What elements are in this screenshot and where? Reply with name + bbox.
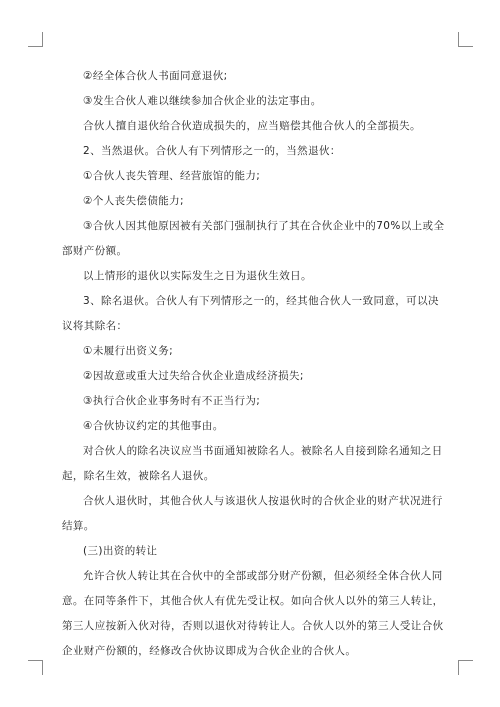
paragraph: 合伙人退伙时，其他合伙人与该退伙人按退伙时的合伙企业的财产状况进行结算。 [62,495,443,532]
crop-mark-bottom-right [458,660,473,675]
crop-mark-bottom-left [28,660,43,675]
paragraph: 以上情形的退伙以实际发生之日为退伙生效日。 [83,270,312,282]
paragraph: ④合伙协议约定的其他事由。 [83,420,224,432]
document-body [62,64,446,664]
paragraph: ①未履行出资义务; [83,345,174,357]
crop-mark-top-left [28,32,43,47]
crop-mark-top-right [458,32,473,47]
paragraph: ③合伙人因其他原因被有关部门强制执行了其在合伙企业中的70%以上或全部财产份额。 [62,220,445,257]
paragraph: 允许合伙人转让其在合伙中的全部或部分财产份额，但必须经全体合伙人同意。在同等条件下，其他合伙人有优先受让权。如向合伙人以外的第三人转让，第三人应按新入伙对待，否则以退伙对待转让人。合伙人以外的第三人受让合伙企业财产份额的，经修改合伙协议即成为合伙企业的合伙人。 [62,570,444,657]
paragraph: ③执行合伙企业事务时有不正当行为; [83,395,261,407]
section-heading: (三)出资的转让 [83,545,158,557]
paragraph: ②个人丧失偿债能力; [83,195,184,207]
paragraph: 2、当然退伙。合伙人有下列情形之一的，当然退伙： [83,145,341,157]
paragraph: ②经全体合伙人书面同意退伙; [83,70,228,82]
paragraph: ③发生合伙人难以继续参加合伙企业的法定事由。 [83,95,322,107]
paragraph: ①合伙人丧失管理、经营旅馆的能力; [83,170,261,182]
paragraph: 3、除名退伙。合伙人有下列情形之一的，经其他合伙人一致同意，可以决议将其除名： [62,295,439,332]
paragraph: 对合伙人的除名决议应当书面通知被除名人。被除名人自接到除名通知之日起，除名生效，被除名人退伙。 [62,445,443,482]
paragraph: 合伙人擅自退伙给合伙造成损失的，应当赔偿其他合伙人的全部损失。 [83,120,421,132]
paragraph: ②因故意或重大过失给合伙企业造成经济损失; [83,370,304,382]
